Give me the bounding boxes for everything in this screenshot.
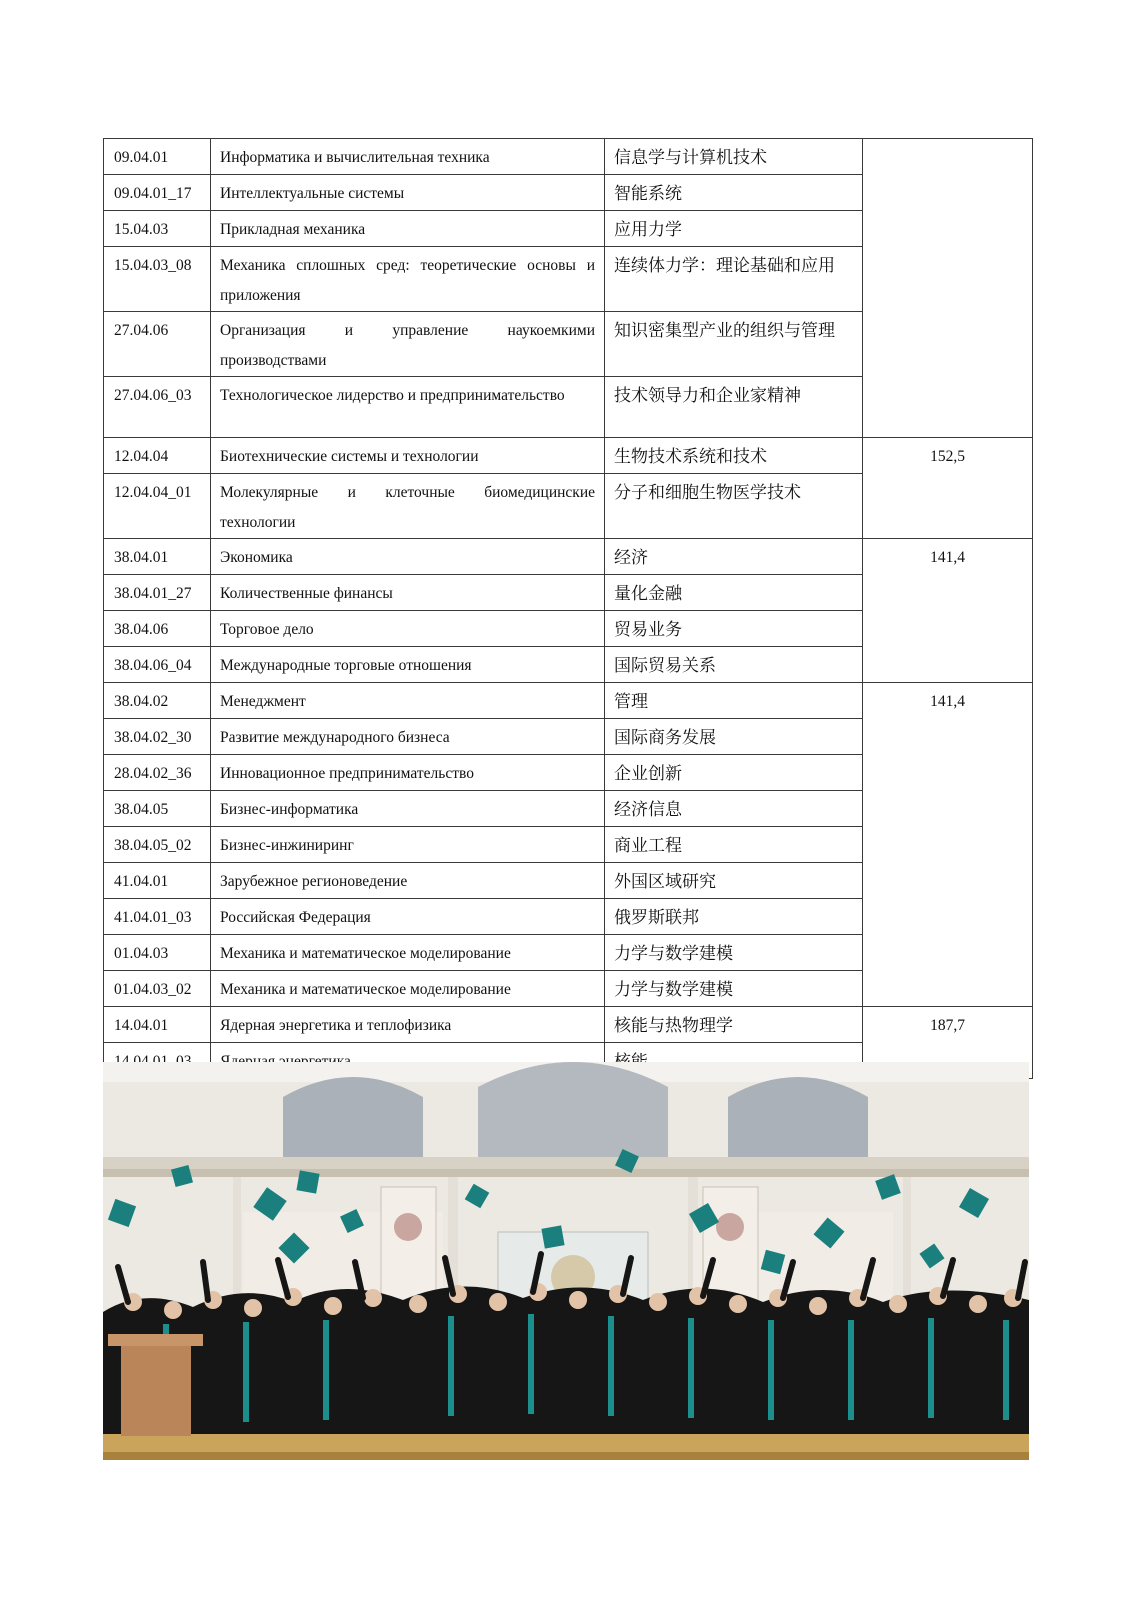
program-name-zh: 智能系统 (605, 175, 863, 211)
program-name-ru: Инновационное предпринимательство (211, 755, 605, 791)
program-name-ru: Ядерная энергетика и теплофизика (211, 1007, 605, 1043)
program-name-zh: 外国区域研究 (605, 863, 863, 899)
program-name-zh: 分子和细胞生物医学技术 (605, 474, 863, 539)
program-name-ru: Прикладная механика (211, 211, 605, 247)
program-name-ru: Российская Федерация (211, 899, 605, 935)
program-code: 09.04.01_17 (104, 175, 211, 211)
program-code: 12.04.04_01 (104, 474, 211, 539)
program-name-ru: Количественные финансы (211, 575, 605, 611)
program-code: 38.04.06_04 (104, 647, 211, 683)
program-name-zh: 经济 (605, 539, 863, 575)
program-name-ru: Механика и математическое моделирование (211, 971, 605, 1007)
program-name-zh: 企业创新 (605, 755, 863, 791)
program-code: 38.04.02 (104, 683, 211, 719)
program-name-zh: 国际贸易关系 (605, 647, 863, 683)
program-name-ru: Менеджмент (211, 683, 605, 719)
program-code: 41.04.01 (104, 863, 211, 899)
program-code: 09.04.01 (104, 139, 211, 175)
program-code: 12.04.04 (104, 438, 211, 474)
programs-table (103, 138, 1033, 1079)
program-name-ru: Бизнес-инжиниринг (211, 827, 605, 863)
program-name-zh: 信息学与计算机技术 (605, 139, 863, 175)
program-code: 15.04.03 (104, 211, 211, 247)
program-code: 38.04.02_30 (104, 719, 211, 755)
program-name-ru: Экономика (211, 539, 605, 575)
program-code: 01.04.03 (104, 935, 211, 971)
program-name-zh: 技术领导力和企业家精神 (605, 377, 863, 438)
program-name-ru: Молекулярные и клеточные биомедицинские технологии (211, 474, 605, 539)
program-name-ru: Технологическое лидерство и предпринимательство (211, 377, 605, 438)
podium (108, 1334, 203, 1346)
table-row (104, 438, 1033, 474)
program-name-ru: Биотехнические системы и технологии (211, 438, 605, 474)
program-code: 28.04.02_36 (104, 755, 211, 791)
passing-score: 152,5 (863, 438, 1033, 539)
program-name-ru: Организация и управление наукоемкими производствами (211, 312, 605, 377)
passing-score: 141,4 (863, 683, 1033, 1007)
program-name-zh: 量化金融 (605, 575, 863, 611)
program-code: 38.04.01_27 (104, 575, 211, 611)
program-code: 38.04.05 (104, 791, 211, 827)
table-row (104, 683, 1033, 719)
arched-window (478, 1062, 668, 1157)
program-name-zh: 国际商务发展 (605, 719, 863, 755)
arched-window (728, 1077, 868, 1157)
program-name-zh: 力学与数学建模 (605, 971, 863, 1007)
program-code: 38.04.01 (104, 539, 211, 575)
program-name-ru: Торговое дело (211, 611, 605, 647)
program-code: 38.04.06 (104, 611, 211, 647)
program-code: 01.04.03_02 (104, 971, 211, 1007)
program-name-ru: Зарубежное регионоведение (211, 863, 605, 899)
program-code: 41.04.01_03 (104, 899, 211, 935)
passing-score (863, 139, 1033, 438)
program-name-zh: 应用力学 (605, 211, 863, 247)
program-code: 27.04.06_03 (104, 377, 211, 438)
program-name-ru: Международные торговые отношения (211, 647, 605, 683)
program-name-zh: 商业工程 (605, 827, 863, 863)
program-name-zh: 经济信息 (605, 791, 863, 827)
program-name-zh: 知识密集型产业的组织与管理 (605, 312, 863, 377)
program-code: 38.04.05_02 (104, 827, 211, 863)
program-name-ru: Интеллектуальные системы (211, 175, 605, 211)
program-name-zh: 连续体力学：理论基础和应用 (605, 247, 863, 312)
program-name-ru: Механика и математическое моделирование (211, 935, 605, 971)
program-name-zh: 管理 (605, 683, 863, 719)
program-name-zh: 核能与热物理学 (605, 1007, 863, 1043)
passing-score: 187,7 (863, 1007, 1033, 1079)
program-name-ru: Механика сплошных сред: теоретические основы и приложения (211, 247, 605, 312)
table-row (104, 539, 1033, 575)
table-row (104, 1007, 1033, 1043)
table-row (104, 139, 1033, 175)
program-code: 14.04.01 (104, 1007, 211, 1043)
program-name-zh: 力学与数学建模 (605, 935, 863, 971)
program-name-ru: Развитие международного бизнеса (211, 719, 605, 755)
arched-window (283, 1077, 423, 1157)
graduation-photo (103, 1062, 1029, 1460)
program-name-zh: 俄罗斯联邦 (605, 899, 863, 935)
program-code: 27.04.06 (104, 312, 211, 377)
program-name-zh: 生物技术系统和技术 (605, 438, 863, 474)
program-code: 15.04.03_08 (104, 247, 211, 312)
program-name-ru: Информатика и вычислительная техника (211, 139, 605, 175)
program-name-ru: Бизнес-информатика (211, 791, 605, 827)
passing-score: 141,4 (863, 539, 1033, 683)
program-name-zh: 贸易业务 (605, 611, 863, 647)
graduation-photo-illustration (103, 1062, 1029, 1460)
